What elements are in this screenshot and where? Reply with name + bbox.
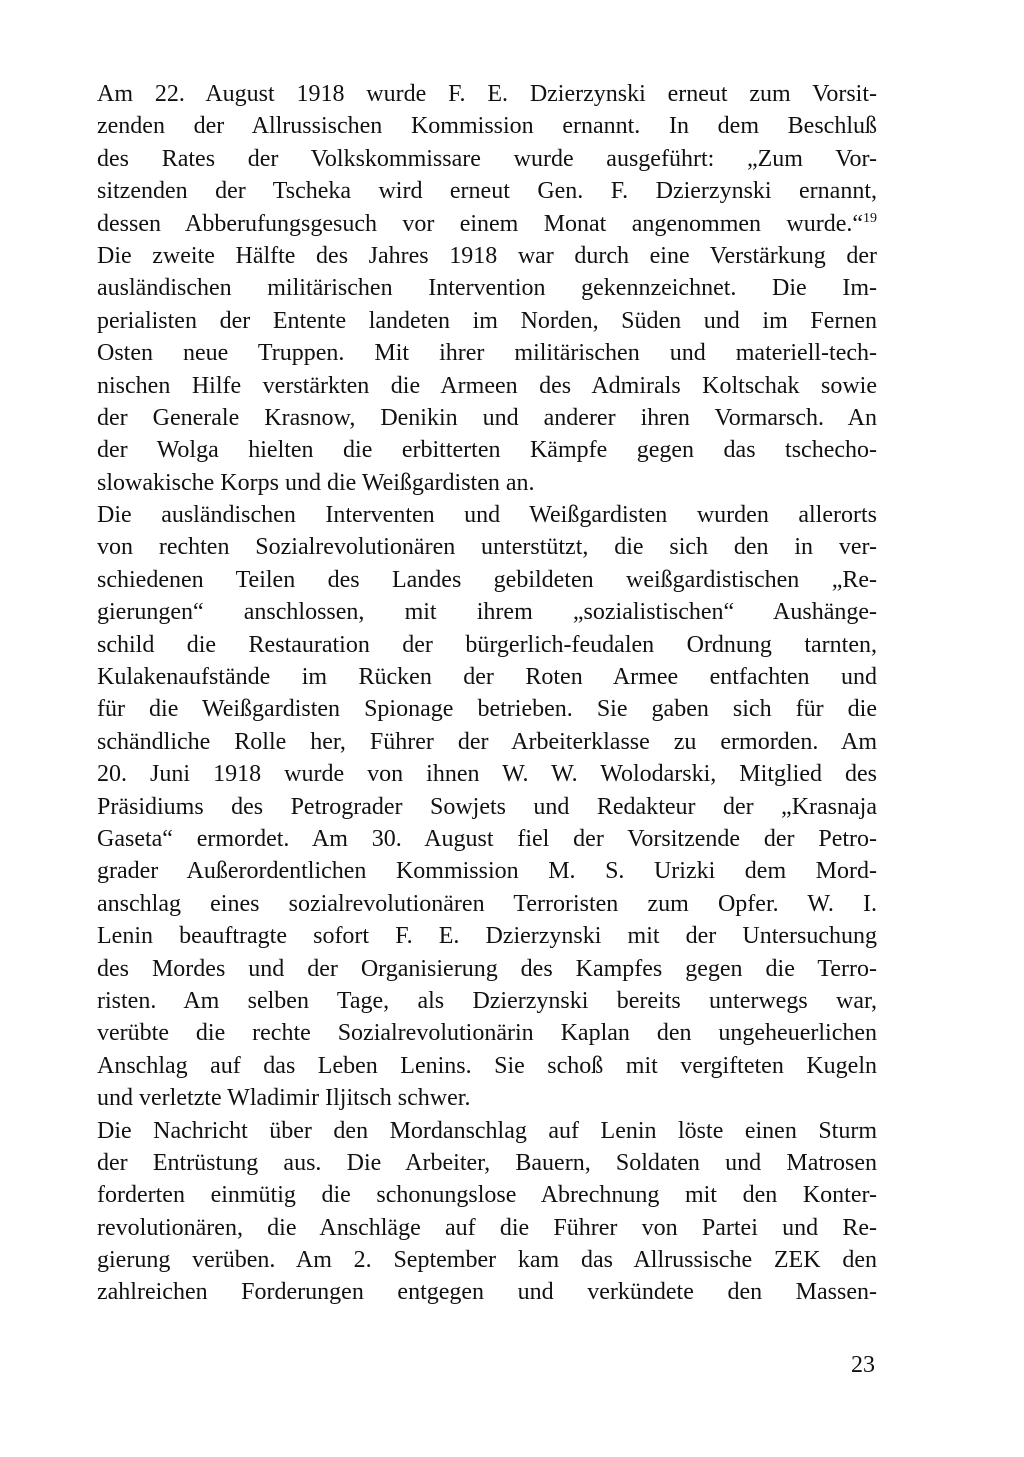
text-line: [97, 175, 877, 207]
text-line: [97, 143, 877, 175]
text-line: [97, 272, 877, 304]
text-line-content: von rechten Sozialrevolutionären unterstützt, die sich den in ver-: [97, 534, 877, 561]
text-line: [97, 402, 877, 434]
text-line-content: revolutionären, die Anschläge auf die Führer von Partei und Re-: [97, 1214, 877, 1241]
text-line: [97, 467, 877, 499]
text-line-content: risten. Am selben Tage, als Dzierzynski bereits unterwegs war,: [97, 987, 877, 1014]
text-line-content: zenden der Allrussischen Kommission ernannt. In dem Beschluß: [97, 113, 877, 140]
text-line-content: slowakische Korps und die Weißgardisten an.: [97, 469, 535, 496]
text-line-content: perialisten der Entente landeten im Norden, Süden und im Fernen: [97, 307, 877, 334]
text-line: [97, 823, 877, 855]
text-line-content: für die Weißgardisten Spionage betrieben. Sie gaben sich für die: [97, 696, 877, 723]
text-line-content: Gaseta“ ermordet. Am 30. August fiel der Vorsitzende der Petro-: [97, 825, 877, 852]
text-line: [97, 337, 877, 369]
text-line-content: des Mordes und der Organisierung des Kampfes gegen die Terro-: [97, 955, 877, 982]
text-line: [97, 499, 877, 531]
text-line: [97, 1179, 877, 1211]
text-line-content: schiedenen Teilen des Landes gebildeten weißgardistischen „Re-: [97, 566, 877, 593]
text-line: [97, 758, 877, 790]
page-number: 23: [851, 1352, 875, 1378]
text-line: [97, 305, 877, 337]
text-line: [97, 791, 877, 823]
text-line-content: anschlag eines sozialrevolutionären Terroristen zum Opfer. W. I.: [97, 890, 877, 917]
text-line-content: und verletzte Wladimir Iljitsch schwer.: [97, 1085, 471, 1112]
text-line-content: der Generale Krasnow, Denikin und anderer ihren Vormarsch. An: [97, 404, 877, 431]
text-line: [97, 953, 877, 985]
text-line: [97, 888, 877, 920]
text-line-content: der Entrüstung aus. Die Arbeiter, Bauern, Soldaten und Matrosen: [97, 1149, 877, 1176]
text-line: [97, 726, 877, 758]
text-line-content: Die zweite Hälfte des Jahres 1918 war durch eine Verstärkung der: [97, 242, 877, 269]
text-line-content: gierung verüben. Am 2. September kam das Allrussische ZEK den: [97, 1247, 877, 1274]
text-line: [97, 1017, 877, 1049]
text-line-content: Die ausländischen Interventen und Weißgardisten wurden allerorts: [97, 502, 877, 529]
text-line-content: des Rates der Volkskommissare wurde ausgeführt: „Zum Vor-: [97, 145, 877, 172]
text-line-content: Anschlag auf das Leben Lenins. Sie schoß mit vergifteten Kugeln: [97, 1052, 877, 1079]
text-line-content: der Wolga hielten die erbitterten Kämpfe gegen das tschecho-: [97, 437, 877, 464]
text-line-content: nischen Hilfe verstärkten die Armeen des Admirals Koltschak sowie: [97, 372, 877, 399]
text-line: [97, 920, 877, 952]
text-line: [97, 985, 877, 1017]
text-line: [97, 1082, 877, 1114]
footnote-reference: 19: [863, 210, 877, 226]
text-line: [97, 629, 877, 661]
text-line: [97, 1212, 877, 1244]
text-line-content: 20. Juni 1918 wurde von ihnen W. W. Wolodarski, Mitglied des: [97, 761, 877, 788]
text-line: [97, 531, 877, 563]
text-line: [97, 661, 877, 693]
body-text: [97, 78, 877, 1309]
text-line: [97, 110, 877, 142]
text-line: [97, 1050, 877, 1082]
text-line-content: sitzenden der Tscheka wird erneut Gen. F. Dzierzynski ernannt,: [97, 178, 877, 205]
text-line: [97, 78, 877, 110]
text-line: [97, 1115, 877, 1147]
text-line-content: Präsidiums des Petrograder Sowjets und Redakteur der „Krasnaja: [97, 793, 877, 820]
text-line: [97, 240, 877, 272]
text-line: [97, 1147, 877, 1179]
text-line: [97, 208, 877, 240]
text-line-content: grader Außerordentlichen Kommission M. S. Urizki dem Mord-: [97, 858, 877, 885]
text-line-content: dessen Abberufungsgesuch vor einem Monat angenommen wurde.“: [97, 210, 863, 237]
text-line-content: Am 22. August 1918 wurde F. E. Dzierzynski erneut zum Vorsit-: [97, 81, 877, 107]
text-line-content: schild die Restauration der bürgerlich-feudalen Ordnung tarnten,: [97, 631, 877, 658]
text-line-content: Kulakenaufstände im Rücken der Roten Armee entfachten und: [97, 664, 877, 691]
text-line: [97, 434, 877, 466]
text-line: [97, 1276, 877, 1308]
text-line: [97, 564, 877, 596]
text-line-content: Osten neue Truppen. Mit ihrer militärischen und materiell-tech-: [97, 340, 877, 367]
text-line-content: zahlreichen Forderungen entgegen und verkündete den Massen-: [97, 1279, 877, 1306]
text-line: [97, 596, 877, 628]
text-line: [97, 693, 877, 725]
text-line-content: Lenin beauftragte sofort F. E. Dzierzynski mit der Untersuchung: [97, 923, 877, 950]
text-line-content: Die Nachricht über den Mordanschlag auf Lenin löste einen Sturm: [97, 1117, 877, 1144]
text-line-content: forderten einmütig die schonungslose Abrechnung mit den Konter-: [97, 1182, 877, 1209]
text-line: [97, 1244, 877, 1276]
text-line-content: ausländischen militärischen Intervention gekennzeichnet. Die Im-: [97, 275, 877, 302]
text-line-content: verübte die rechte Sozialrevolutionärin Kaplan den ungeheuerlichen: [97, 1020, 877, 1047]
text-line: [97, 370, 877, 402]
text-line: [97, 855, 877, 887]
text-line-content: gierungen“ anschlossen, mit ihrem „sozialistischen“ Aushänge-: [97, 599, 877, 626]
text-line-content: schändliche Rolle her, Führer der Arbeiterklasse zu ermorden. Am: [97, 728, 877, 755]
